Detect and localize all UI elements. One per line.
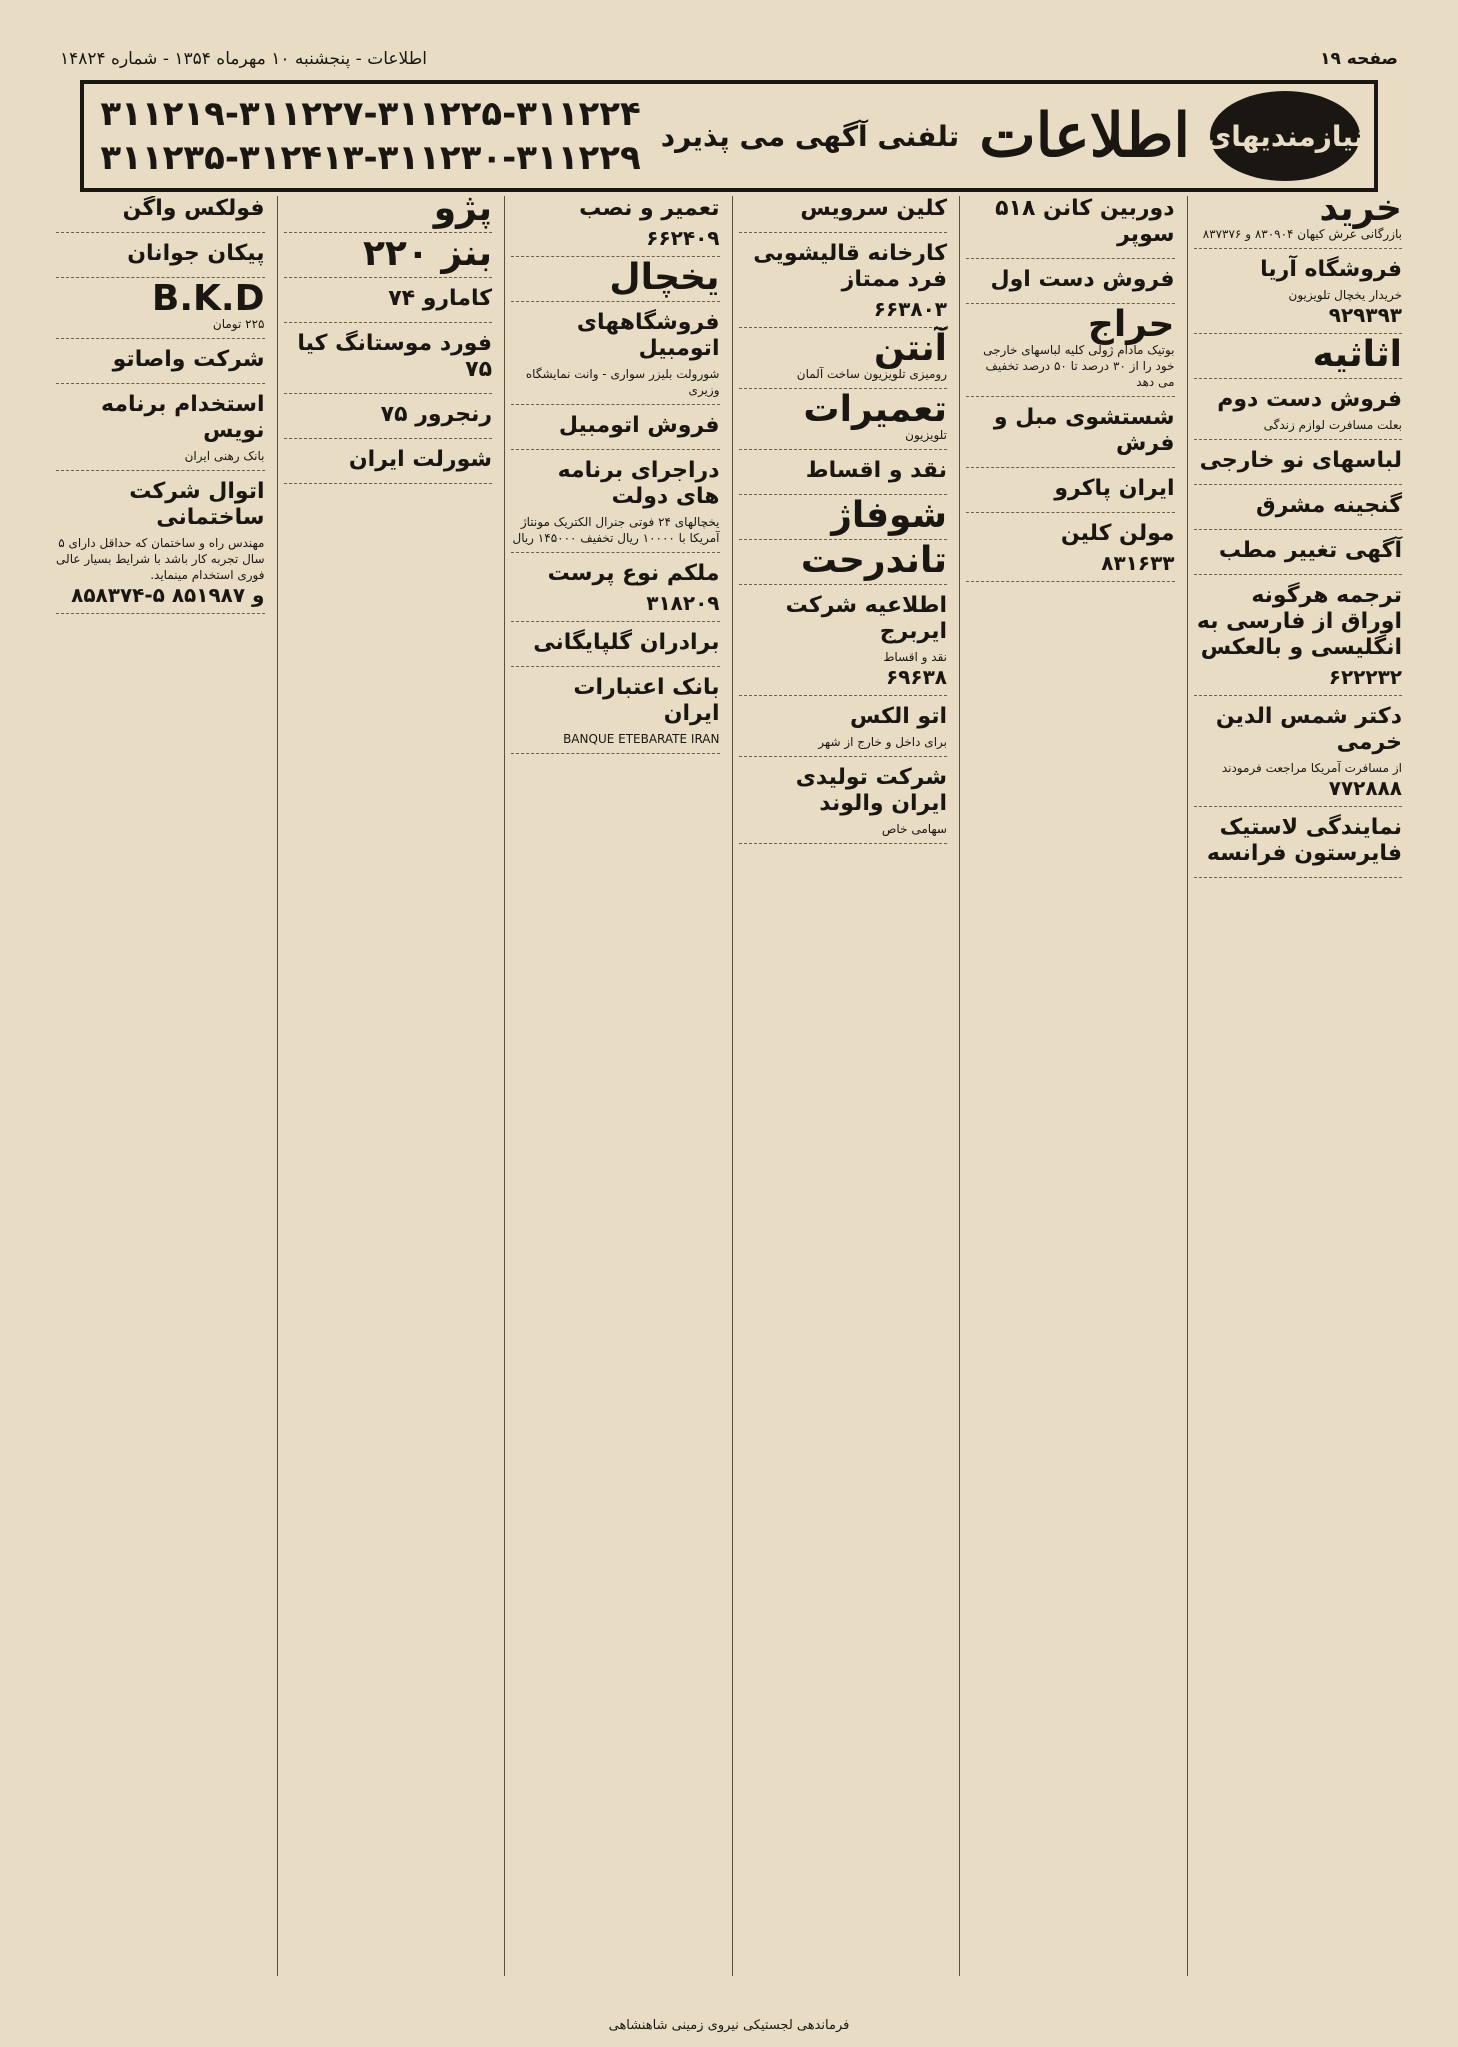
- ad-phone: ۹۲۹۳۹۳: [1328, 303, 1402, 327]
- ad-phone: ۶۹۶۳۸: [885, 665, 947, 689]
- ad-title: خرید: [1319, 196, 1402, 229]
- ad-title: تعمیرات: [803, 389, 947, 430]
- classified-ad: [1194, 387, 1403, 440]
- ad-title: کلین سرویس: [800, 196, 947, 221]
- ad-title: ایران پاکرو: [1054, 476, 1175, 501]
- ad-title: ترجمه هرگونه اوراق از فارسی به انگلیسی و بالعکس: [1196, 583, 1402, 660]
- classified-ad: [511, 257, 720, 302]
- ad-title: بنز ۲۲۰: [362, 233, 492, 274]
- ad-title: نمایندگی لاستیک فایرستون فرانسه: [1206, 815, 1402, 866]
- banner-prefix: نیازمندیهای: [1210, 91, 1360, 181]
- ad-phone: ۶۶۳۸۰۳: [873, 297, 947, 321]
- ad-body: سهامی خاص: [881, 822, 947, 836]
- ad-title: فولکس واگن: [122, 196, 265, 221]
- ad-body: بوتیک مادام ژولی کلیه لباسهای خارجی خود را از ۳۰ درصد تا ۵۰ درصد تخفیف می دهد: [983, 343, 1175, 389]
- classified-ad: [1194, 583, 1403, 696]
- banner-phones: [100, 92, 640, 180]
- ad-body: بعلت مسافرت لوازم زندگی: [1263, 418, 1402, 432]
- ad-body: یخچالهای ۲۴ فوتی جنرال الکتریک مونتاژ آمریکا با ۱۰۰۰۰ ریال تخفیف ۱۴۵۰۰۰ ریال: [512, 515, 720, 545]
- ad-title: بانک اعتبارات ایران: [573, 675, 720, 726]
- ad-title: شرکت تولیدی ایران والوند: [795, 765, 947, 816]
- classified-ad: [56, 392, 265, 471]
- ad-phone: ۸۵۸۳۷۴-۵ و ۸۵۱۹۸۷: [71, 583, 265, 607]
- classified-ad: [1194, 334, 1403, 379]
- ad-phone: ۶۲۲۲۳۲: [1328, 665, 1402, 689]
- classified-ad: [739, 389, 948, 450]
- ad-body: تلویزیون: [905, 428, 947, 442]
- ad-title: آگهی تغییر مطب: [1218, 538, 1402, 563]
- ad-title: شرکت واصاتو: [112, 347, 265, 372]
- classified-ad: [966, 304, 1175, 397]
- classified-ad: [739, 458, 948, 495]
- ad-column: [1187, 196, 1409, 1976]
- classified-ad: [1194, 493, 1403, 530]
- ad-title: فروشگاه آریا: [1260, 257, 1402, 282]
- classified-ad: [56, 241, 265, 278]
- classified-ad: [56, 347, 265, 384]
- ad-phone: ۷۷۲۸۸۸: [1328, 776, 1402, 800]
- ad-column: [277, 196, 499, 1976]
- ad-title: دراجرای برنامه های دولت: [557, 458, 720, 509]
- ad-title: تعمیر و نصب: [579, 196, 720, 221]
- banner-title: اطلاعات: [979, 101, 1190, 171]
- ad-title: رنجرور ۷۵: [380, 402, 492, 427]
- ad-title: اتوال شرکت ساختمانی: [129, 479, 265, 530]
- ad-title: استخدام برنامه نویس: [101, 392, 265, 443]
- ad-title: لباسهای نو خارجی: [1199, 448, 1402, 473]
- classified-ad: [1194, 704, 1403, 807]
- ad-title: فروشگاههای اتومبیل: [576, 310, 720, 361]
- classified-ad: [1194, 196, 1403, 249]
- classifieds-banner: [80, 80, 1378, 192]
- ad-title: نقد و اقساط: [805, 458, 947, 483]
- classified-ad: [284, 196, 493, 233]
- ad-title: مولن کلین: [1060, 521, 1175, 546]
- classified-ad: [284, 233, 493, 278]
- ad-column: [959, 196, 1181, 1976]
- classified-ad: [511, 675, 720, 754]
- classified-ad: [1194, 448, 1403, 485]
- ad-column: [504, 196, 726, 1976]
- issue-line: اطلاعات - پنجشنبه ۱۰ مهرماه ۱۳۵۴ - شماره ۱۴۸۲۴: [60, 49, 427, 69]
- ad-phone: ۸۳۱۶۳۳: [1101, 551, 1175, 575]
- classified-ad: [284, 447, 493, 484]
- ad-title: کارخانه قالیشویی فرد ممتاز: [753, 241, 947, 292]
- ad-phone: ۶۶۲۴۰۹: [646, 226, 720, 250]
- classified-ad: [739, 765, 948, 844]
- ad-title: دکتر شمس الدین خرمی: [1215, 704, 1402, 755]
- classified-ad: [739, 241, 948, 328]
- banner-phones-line: ۳۱۱۲۱۹-۳۱۱۲۲۷-۳۱۱۲۲۵-۳۱۱۲۲۴: [100, 94, 641, 134]
- classified-ad: [739, 704, 948, 757]
- classified-ad: [739, 593, 948, 696]
- classified-ad: [1194, 538, 1403, 575]
- running-header: [60, 46, 1398, 72]
- ad-body: خریدار یخچال تلویزیون: [1288, 288, 1402, 302]
- ad-body: رومیزی تلویزیون ساخت آلمان: [796, 367, 947, 381]
- classified-ad: [511, 458, 720, 553]
- classified-ad: [511, 310, 720, 405]
- ad-body: مهندس راه و ساختمان که حداقل دارای ۵ سال تجربه کار باشد با شرایط بسیار عالی فوری استخدام مینماید.: [56, 536, 265, 582]
- classified-ad: [966, 476, 1175, 513]
- ad-body: BANQUE ETEBARATE IRAN: [563, 732, 720, 746]
- classified-ad: [1194, 257, 1403, 334]
- ad-title: فروش اتومبیل: [558, 413, 720, 438]
- ad-column: [50, 196, 271, 1976]
- classified-ad: [56, 278, 265, 339]
- ad-phone: ۳۱۸۲۰۹: [646, 591, 720, 615]
- ad-title: برادران گلپایگانی: [533, 630, 720, 655]
- ad-title: دوربین کانن ۵۱۸ سوپر: [995, 196, 1175, 247]
- ad-body: بانک رهنی ایران: [184, 449, 265, 463]
- classified-ad: [511, 196, 720, 257]
- ad-column: [732, 196, 954, 1976]
- ad-title: کامارو ۷۴: [388, 286, 492, 311]
- ad-title: فورد موستانگ کیا ۷۵: [297, 331, 492, 382]
- ad-title: ملکم نوع پرست: [547, 561, 720, 586]
- classified-ad: [511, 413, 720, 450]
- classified-ad: [739, 495, 948, 540]
- classified-ad: [739, 540, 948, 585]
- ad-title: فروش دست اول: [990, 267, 1175, 292]
- ad-body: شورولت بلیزر سواری - وانت نمایشگاه وزیری: [525, 367, 720, 397]
- classified-ad: [739, 196, 948, 233]
- ad-title: شوفاژ: [831, 495, 947, 536]
- ad-body: برای داخل و خارج از شهر: [818, 735, 947, 749]
- ad-title: B.K.D: [151, 278, 265, 319]
- ad-title: یخچال: [609, 257, 720, 298]
- ad-body: بازرگانی عرش کیهان ۸۳۰۹۰۴ و ۸۳۷۳۷۶: [1202, 227, 1402, 241]
- classified-ad: [511, 630, 720, 667]
- ad-title: پژو: [433, 196, 492, 229]
- ad-title: آنتن: [874, 328, 947, 369]
- ad-title: اطلاعیه شرکت ایربرج: [785, 593, 947, 644]
- classified-ad: [966, 405, 1175, 468]
- ad-body: از مسافرت آمریکا مراجعت فرمودند: [1221, 761, 1402, 775]
- classified-ad: [284, 286, 493, 323]
- ad-title: تاندرحت: [800, 540, 947, 581]
- classified-ad: [966, 521, 1175, 582]
- ad-title: پیکان جوانان: [127, 241, 265, 266]
- ad-body: نقد و اقساط: [883, 650, 947, 664]
- classified-ad: [1194, 815, 1403, 878]
- classified-ad: [56, 479, 265, 614]
- ad-title: حراج: [1087, 304, 1175, 345]
- footer-credit: فرماندهی لجستیکی نیروی زمینی شاهنشاهی: [608, 2018, 850, 2033]
- classified-ad: [56, 196, 265, 233]
- classified-ad: [284, 402, 493, 439]
- ad-body: ۲۲۵ تومان: [212, 317, 265, 331]
- banner-subtitle: تلفنی آگهی می پذیرد: [660, 119, 960, 153]
- ad-title: شستشوی مبل و فرش: [993, 405, 1175, 456]
- ad-title: اثاثیه: [1312, 334, 1402, 375]
- banner-phones-line: ۳۱۱۲۳۵-۳۱۲۴۱۳-۳۱۱۲۳۰-۳۱۱۲۲۹: [100, 138, 641, 178]
- page-number: صفحه ۱۹: [1320, 49, 1398, 69]
- ad-title: شورلت ایران: [348, 447, 492, 472]
- ad-title: اتو الکس: [850, 704, 947, 729]
- classified-ad: [966, 196, 1175, 259]
- ad-columns: [50, 196, 1408, 1976]
- ad-title: فروش دست دوم: [1217, 387, 1402, 412]
- classified-ad: [739, 328, 948, 389]
- classified-ad: [966, 267, 1175, 304]
- classified-ad: [284, 331, 493, 394]
- ad-title: گنجینه مشرق: [1256, 493, 1402, 518]
- classified-ad: [511, 561, 720, 622]
